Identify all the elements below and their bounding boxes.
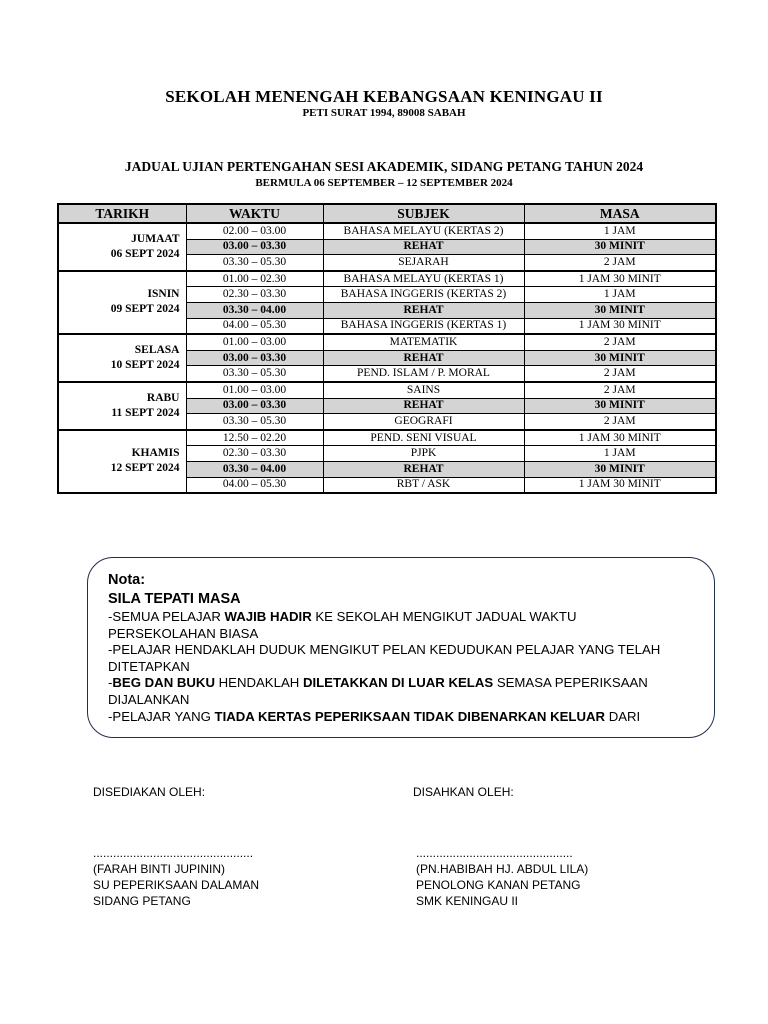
time-cell: 03.30 – 05.30 [186, 366, 323, 382]
time-cell: 03.30 – 05.30 [186, 414, 323, 430]
subject-cell: BAHASA MELAYU (KERTAS 2) [323, 223, 524, 239]
note-text: - [108, 675, 113, 691]
time-cell: 03.00 – 03.30 [186, 239, 323, 255]
exam-schedule-table [57, 203, 717, 494]
column-header-tarikh: TARIKH [58, 204, 186, 223]
duration-cell: 2 JAM [524, 366, 716, 382]
time-cell: 01.00 – 02.30 [186, 271, 323, 287]
duration-cell: 1 JAM 30 MINIT [524, 430, 716, 446]
subject-cell: BAHASA MELAYU (KERTAS 1) [323, 271, 524, 287]
table-row [58, 223, 716, 239]
time-cell: 03.00 – 03.30 [186, 398, 323, 414]
duration-cell: 1 JAM [524, 223, 716, 239]
duration-cell: 30 MINIT [524, 350, 716, 366]
preparer-name: (FARAH BINTI JUPININ) [93, 862, 226, 876]
time-cell: 01.00 – 03.00 [186, 382, 323, 398]
date-cell [58, 382, 186, 430]
time-cell: 03.00 – 03.30 [186, 350, 323, 366]
prepared-by-block [93, 845, 259, 909]
subject-cell: RBT / ASK [323, 477, 524, 493]
document-subtitle: BERMULA 06 SEPTEMBER – 12 SEPTEMBER 2024 [255, 177, 513, 189]
duration-cell: 2 JAM [524, 382, 716, 398]
subject-cell: SEJARAH [323, 255, 524, 271]
duration-cell: 1 JAM 30 MINIT [524, 271, 716, 287]
school-address: PETI SURAT 1994, 89008 SABAH [302, 107, 466, 119]
subject-cell: REHAT [323, 302, 524, 318]
approver-name: (PN.HABIBAH HJ. ABDUL LILA) [416, 862, 589, 876]
prepared-by-label: DISEDIAKAN OLEH: [93, 785, 206, 799]
subject-cell: REHAT [323, 350, 524, 366]
preparer-session: SIDANG PETANG [93, 894, 191, 908]
note-line [108, 675, 708, 692]
note-text: -PELAJAR YANG [108, 708, 215, 724]
duration-cell: 2 JAM [524, 334, 716, 350]
note-text: DITETAPKAN [108, 658, 190, 674]
time-cell: 02.30 – 03.30 [186, 446, 323, 462]
column-header-masa: MASA [524, 204, 716, 223]
signature-line: ............................................... [416, 846, 573, 860]
time-cell: 04.00 – 05.30 [186, 318, 323, 334]
approved-by-label: DISAHKAN OLEH: [413, 785, 514, 799]
note-text: -PELAJAR HENDAKLAH DUDUK MENGIKUT PELAN KEDUDUKAN PELAJAR YANG TELAH [108, 642, 661, 658]
day-name: KHAMIS [131, 447, 180, 460]
time-cell: 02.30 – 03.30 [186, 287, 323, 303]
note-line [108, 659, 708, 676]
note-text: HENDAKLAH [214, 675, 303, 691]
date-value: 11 SEPT 2024 [111, 406, 180, 419]
duration-cell: 1 JAM [524, 287, 716, 303]
date-cell [58, 223, 186, 271]
column-header-waktu: WAKTU [186, 204, 323, 223]
subject-cell: PEND. ISLAM / P. MORAL [323, 366, 524, 382]
note-line [108, 642, 708, 659]
subject-cell: MATEMATIK [323, 334, 524, 350]
preparer-role: SU PEPERIKSAAN DALAMAN [93, 878, 260, 892]
table-row [58, 382, 716, 398]
time-cell: 03.30 – 04.00 [186, 302, 323, 318]
day-name: JUMAAT [131, 232, 180, 245]
date-cell [58, 334, 186, 382]
day-name: SELASA [134, 344, 180, 357]
note-text: DIJALANKAN [108, 691, 190, 707]
note-line [108, 692, 708, 709]
approver-role: PENOLONG KANAN PETANG [416, 878, 581, 892]
time-cell: 03.30 – 04.00 [186, 461, 323, 477]
duration-cell: 1 JAM 30 MINIT [524, 318, 716, 334]
duration-cell: 30 MINIT [524, 461, 716, 477]
column-header-subjek: SUBJEK [323, 204, 524, 223]
subject-cell: BAHASA INGGERIS (KERTAS 1) [323, 318, 524, 334]
duration-cell: 1 JAM 30 MINIT [524, 477, 716, 493]
note-text: KE SEKOLAH MENGIKUT JADUAL WAKTU [311, 609, 577, 624]
time-cell: 02.00 – 03.00 [186, 223, 323, 239]
time-cell: 04.00 – 05.30 [186, 477, 323, 493]
date-value: 10 SEPT 2024 [110, 359, 180, 372]
note-emphasis: BEG DAN BUKU [112, 675, 215, 691]
table-row [58, 430, 716, 446]
note-emphasis: DILETAKKAN DI LUAR KELAS [302, 675, 494, 691]
duration-cell: 30 MINIT [524, 398, 716, 414]
notes-box [87, 557, 715, 738]
document-title: JADUAL UJIAN PERTENGAHAN SESI AKADEMIK, SIDANG PETANG TAHUN 2024 [124, 159, 644, 174]
date-value: 06 SEPT 2024 [110, 247, 180, 260]
subject-cell: PEND. SENI VISUAL [323, 430, 524, 446]
school-name: SEKOLAH MENENGAH KEBANGSAAN KENINGAU II [165, 87, 603, 106]
table-row [58, 271, 716, 287]
approver-school: SMK KENINGAU II [416, 894, 519, 908]
notes-title: Nota: [108, 572, 146, 588]
note-line [108, 626, 708, 643]
table-row [58, 334, 716, 350]
signature-line: ................................................ [93, 846, 254, 860]
day-name: RABU [146, 391, 180, 404]
note-emphasis: WAJIB HADIR [224, 609, 312, 624]
schedule-body [58, 223, 716, 493]
time-cell: 01.00 – 03.00 [186, 334, 323, 350]
notes-lines [108, 609, 708, 725]
date-cell [58, 430, 186, 493]
note-text: SEMASA PEPERIKSAAN [493, 675, 648, 691]
time-cell: 12.50 – 02.20 [186, 430, 323, 446]
date-cell [58, 271, 186, 334]
note-text: -SEMUA PELAJAR [108, 609, 225, 624]
date-value: 12 SEPT 2024 [110, 462, 180, 475]
table-header-row [58, 204, 716, 223]
duration-cell: 30 MINIT [524, 302, 716, 318]
subject-cell: SAINS [323, 382, 524, 398]
note-line [108, 709, 708, 726]
notes-subtitle: SILA TEPATI MASA [108, 591, 241, 607]
duration-cell: 2 JAM [524, 414, 716, 430]
time-cell: 03.30 – 05.30 [186, 255, 323, 271]
subject-cell: REHAT [323, 239, 524, 255]
note-line [108, 609, 708, 626]
subject-cell: PJPK [323, 446, 524, 462]
duration-cell: 1 JAM [524, 446, 716, 462]
note-text: PERSEKOLAHAN BIASA [108, 625, 259, 641]
note-emphasis: TIADA KERTAS PEPERIKSAAN TIDAK DIBENARKAN KELUAR [214, 708, 606, 724]
note-text: DARI [605, 708, 641, 724]
duration-cell: 2 JAM [524, 255, 716, 271]
subject-cell: GEOGRAFI [323, 414, 524, 430]
subject-cell: REHAT [323, 461, 524, 477]
subject-cell: REHAT [323, 398, 524, 414]
date-value: 09 SEPT 2024 [110, 303, 180, 316]
day-name: ISNIN [147, 288, 180, 301]
duration-cell: 30 MINIT [524, 239, 716, 255]
approved-by-block [416, 845, 588, 909]
subject-cell: BAHASA INGGERIS (KERTAS 2) [323, 287, 524, 303]
